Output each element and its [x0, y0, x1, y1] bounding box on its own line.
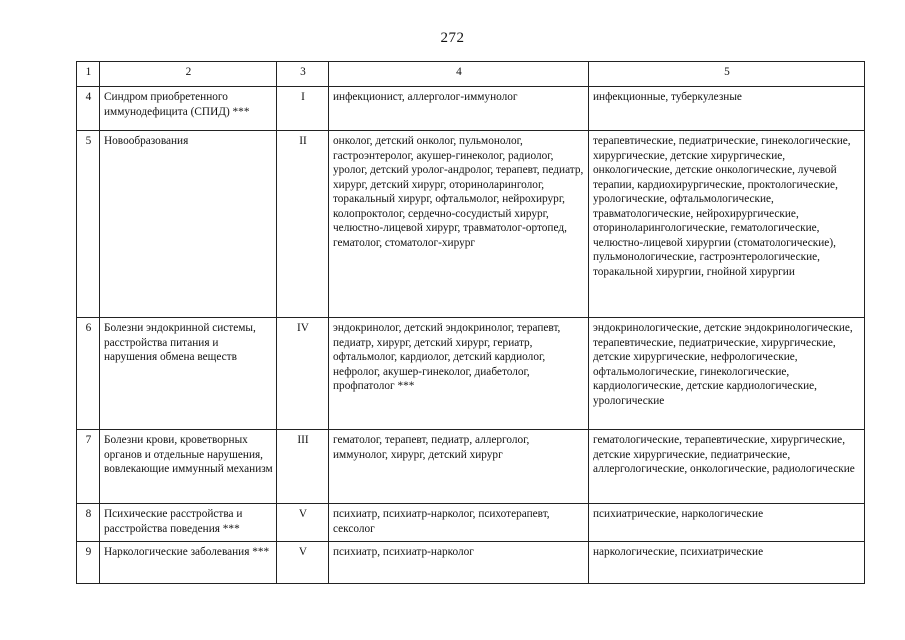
- disease-cell: Новообразования: [100, 131, 277, 318]
- departments-cell: эндокринологические, детские эндокринологические, терапевтические, педиатрические, хирургические, детские хирургические, нефрологические, офтальмологические, гинекологические, кардиологические, детские кардиологические, урологические: [589, 318, 865, 430]
- specialists-cell: гематолог, терапевт, педиатр, аллерголог, иммунолог, хирург, детский хирург: [329, 430, 589, 504]
- row-number: 7: [77, 430, 100, 504]
- column-header-3: 3: [277, 62, 329, 87]
- row-number: 4: [77, 87, 100, 131]
- disease-cell: Наркологические заболевания ***: [100, 542, 277, 584]
- group-cell: V: [277, 542, 329, 584]
- specialists-cell: онколог, детский онколог, пульмонолог, гастроэнтеролог, акушер-гинеколог, радиолог, уролог, детский уролог-андролог, терапевт, педиатр, хирург, детский хирург, оториноларинголог, торакальный хирург, офтальмолог, нейрохирург, колопроктолог, сердечно-сосудистый хирург, челюстно-лицевой хирург, травматолог-ортопед, гематолог, стоматолог-хирург: [329, 131, 589, 318]
- departments-cell: наркологические, психиатрические: [589, 542, 865, 584]
- group-cell: IV: [277, 318, 329, 430]
- specialists-cell: инфекционист, аллерголог-иммунолог: [329, 87, 589, 131]
- table-row: [77, 318, 865, 430]
- table-row: [77, 504, 865, 542]
- table-row: [77, 542, 865, 584]
- column-header-5: 5: [589, 62, 865, 87]
- table-header-row: [77, 62, 865, 87]
- specialties-table: [76, 61, 865, 584]
- disease-cell: Болезни эндокринной системы, расстройства питания и нарушения обмена веществ: [100, 318, 277, 430]
- row-number: 5: [77, 131, 100, 318]
- departments-cell: гематологические, терапевтические, хирургические, детские хирургические, педиатрические, аллергологические, онкологические, радиологические: [589, 430, 865, 504]
- row-number: 6: [77, 318, 100, 430]
- column-header-1: 1: [77, 62, 100, 87]
- group-cell: II: [277, 131, 329, 318]
- column-header-2: 2: [100, 62, 277, 87]
- departments-cell: инфекционные, туберкулезные: [589, 87, 865, 131]
- specialists-cell: эндокринолог, детский эндокринолог, терапевт, педиатр, хирург, детский хирург, гериатр, офтальмолог, кардиолог, детский кардиолог, нефролог, акушер-гинеколог, диабетолог, профпатолог ***: [329, 318, 589, 430]
- row-number: 8: [77, 504, 100, 542]
- specialists-cell: психиатр, психиатр-нарколог, психотерапевт, сексолог: [329, 504, 589, 542]
- departments-cell: психиатрические, наркологические: [589, 504, 865, 542]
- page-number: 272: [440, 30, 465, 46]
- table-row: [77, 430, 865, 504]
- row-number: 9: [77, 542, 100, 584]
- disease-cell: Психические расстройства и расстройства поведения ***: [100, 504, 277, 542]
- table-row: [77, 87, 865, 131]
- column-header-4: 4: [329, 62, 589, 87]
- group-cell: III: [277, 430, 329, 504]
- group-cell: V: [277, 504, 329, 542]
- specialists-cell: психиатр, психиатр-нарколог: [329, 542, 589, 584]
- departments-cell: терапевтические, педиатрические, гинекологические, хирургические, детские хирургические, онкологические, детские онкологические, лучевой терапии, кардиохирургические, проктологические, урологические, офтальмологические, травматологические, нейрохирургические, оториноларингологические, гематологические, челюстно-лицевой хирургии (стоматологические), пульмонологические, гастроэнтерологические, торакальной хирургии, гнойной хирургии: [589, 131, 865, 318]
- table-row: [77, 131, 865, 318]
- disease-cell: Болезни крови, кроветворных органов и отдельные нарушения, вовлекающие иммунный механизм: [100, 430, 277, 504]
- group-cell: I: [277, 87, 329, 131]
- disease-cell: Синдром приобретенного иммунодефицита (СПИД) ***: [100, 87, 277, 131]
